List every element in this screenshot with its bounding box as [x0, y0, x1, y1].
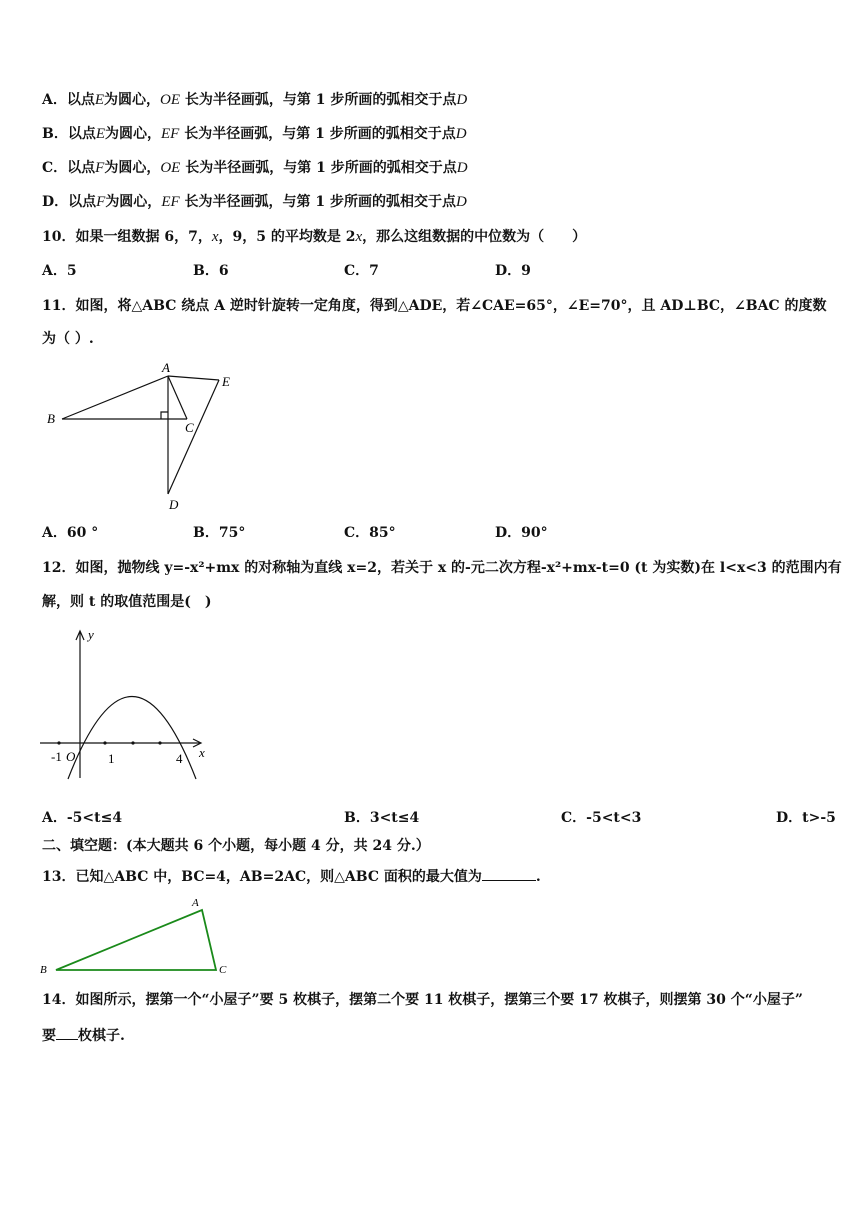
q9-option-d	[42, 193, 467, 211]
q11-option-a: A．60 °	[42, 525, 99, 541]
point-label: F	[96, 194, 106, 210]
option-text: 长为半径画弧，与第 1 步所画的弧相交于点	[184, 126, 456, 142]
tick-dot	[158, 741, 161, 744]
label-four: 4	[176, 751, 183, 766]
q14-text: 要	[42, 1028, 56, 1044]
label-a: A	[192, 897, 199, 909]
q10-text: ，那么这组数据的中位数为（ ）	[362, 229, 587, 245]
q10-option-a: A．5	[42, 263, 77, 279]
option-text: 为圆心，	[104, 92, 161, 108]
q13-stem	[42, 866, 541, 886]
q11-option-b: B．75°	[193, 525, 246, 541]
q10-option-b: B．6	[193, 263, 229, 279]
option-text: 以点	[68, 194, 97, 210]
option-text: 长为半径画弧，与第 1 步所画的弧相交于点	[185, 160, 457, 176]
variable-x: x	[211, 229, 219, 245]
point-label: E	[95, 126, 106, 142]
tick-dot	[103, 741, 106, 744]
option-letter: D．	[42, 194, 69, 210]
q11-option-c: C．85°	[344, 525, 396, 541]
answer-blank	[56, 1025, 78, 1040]
q11-stem-line2: 为（ ）.	[42, 331, 94, 347]
segment-ae	[168, 376, 219, 380]
segment-de	[168, 380, 219, 494]
q12-option-c: C．-5<t<3	[561, 810, 642, 826]
q12-stem-line1: 12．如图，抛物线 y=-x²+mx 的对称轴为直线 x=2，若关于 x 的-元二次方程-x²+mx-t=0 (t 为实数)在 l<x<3 的范围内有	[42, 560, 842, 576]
triangle-abc	[56, 910, 216, 970]
segment-ac	[168, 376, 187, 419]
q12-option-b: B．3<t≤4	[344, 810, 420, 826]
segment-label: EF	[161, 126, 180, 142]
q9-option-b	[42, 125, 467, 143]
option-letter: B．	[42, 126, 68, 142]
section-heading: 二、填空题：(本大题共 6 个小题，每小题 4 分，共 24 分.）	[42, 838, 430, 854]
q12-stem-line2: 解，则 t 的取值范围是( )	[42, 594, 212, 610]
label-y: y	[88, 627, 94, 642]
answer-blank	[482, 866, 536, 881]
option-text: 为圆心，	[104, 160, 161, 176]
point-label: E	[94, 92, 105, 108]
segment-label: OE	[160, 160, 181, 176]
label-b: B	[40, 964, 47, 976]
x-axis-arrow	[193, 739, 201, 747]
point-label: F	[95, 160, 105, 176]
label-b: B	[47, 411, 55, 426]
option-letter: C．	[42, 160, 68, 176]
q10-option-d: D．9	[495, 263, 531, 279]
option-text: 以点	[66, 92, 95, 108]
option-text: 以点	[67, 126, 96, 142]
variable-x: x	[355, 229, 363, 245]
point-label: D	[455, 126, 467, 142]
option-text: 长为半径画弧，与第 1 步所画的弧相交于点	[184, 92, 457, 108]
q12-option-a: A．-5<t≤4	[42, 810, 123, 826]
label-x: x	[199, 745, 205, 760]
q10-text: ，9，5 的平均数是 2	[218, 229, 356, 245]
tick-dot	[57, 741, 60, 744]
label-c: C	[185, 420, 194, 435]
option-text: 以点	[67, 160, 96, 176]
tick-dot	[131, 741, 134, 744]
q10-stem	[42, 228, 586, 246]
q13-text: 13．已知△ABC 中，BC=4，AB=2AC，则△ABC 面积的最大值为	[42, 869, 482, 885]
label-e: E	[222, 374, 230, 389]
option-letter: A．	[42, 92, 67, 108]
q13-tail: .	[535, 869, 541, 885]
label-origin: O	[66, 749, 76, 764]
label-a: A	[162, 360, 170, 375]
segment-label: EF	[161, 194, 180, 210]
label-d: D	[169, 497, 179, 512]
q11-option-d: D．90°	[495, 525, 548, 541]
q10-option-c: C．7	[344, 263, 379, 279]
q14-stem-line2	[42, 1025, 125, 1045]
segment-ab	[62, 376, 168, 419]
q11-stem-line1: 11．如图，将△ABC 绕点 A 逆时针旋转一定角度，得到△ADE，若∠CAE=65°，∠E=70°，且 AD⊥BC，∠BAC 的度数	[42, 298, 827, 314]
q14-text: 枚棋子.	[78, 1028, 125, 1044]
q9-option-c	[42, 159, 468, 177]
q10-text: 10．如果一组数据 6，7，	[42, 229, 212, 245]
label-neg1: -1	[51, 749, 62, 764]
option-text: 长为半径画弧，与第 1 步所画的弧相交于点	[184, 194, 457, 210]
point-label: D	[456, 160, 468, 176]
right-angle-mark	[161, 412, 168, 419]
parabola-curve	[68, 697, 196, 780]
q12-option-d: D．t>-5	[776, 810, 836, 826]
label-c: C	[219, 964, 227, 976]
point-label: D	[456, 194, 467, 210]
q14-stem-line1: 14．如图所示，摆第一个“小屋子”要 5 枚棋子，摆第二个要 11 枚棋子，摆第三个要 17 枚棋子，则摆第 30 个“小屋子”	[42, 992, 803, 1008]
segment-label: OE	[160, 92, 181, 108]
option-text: 为圆心，	[105, 126, 162, 142]
y-axis-arrow	[76, 631, 84, 640]
point-label: D	[456, 92, 468, 108]
label-one: 1	[108, 751, 115, 766]
option-text: 为圆心，	[105, 194, 162, 210]
q9-option-a	[42, 91, 467, 109]
